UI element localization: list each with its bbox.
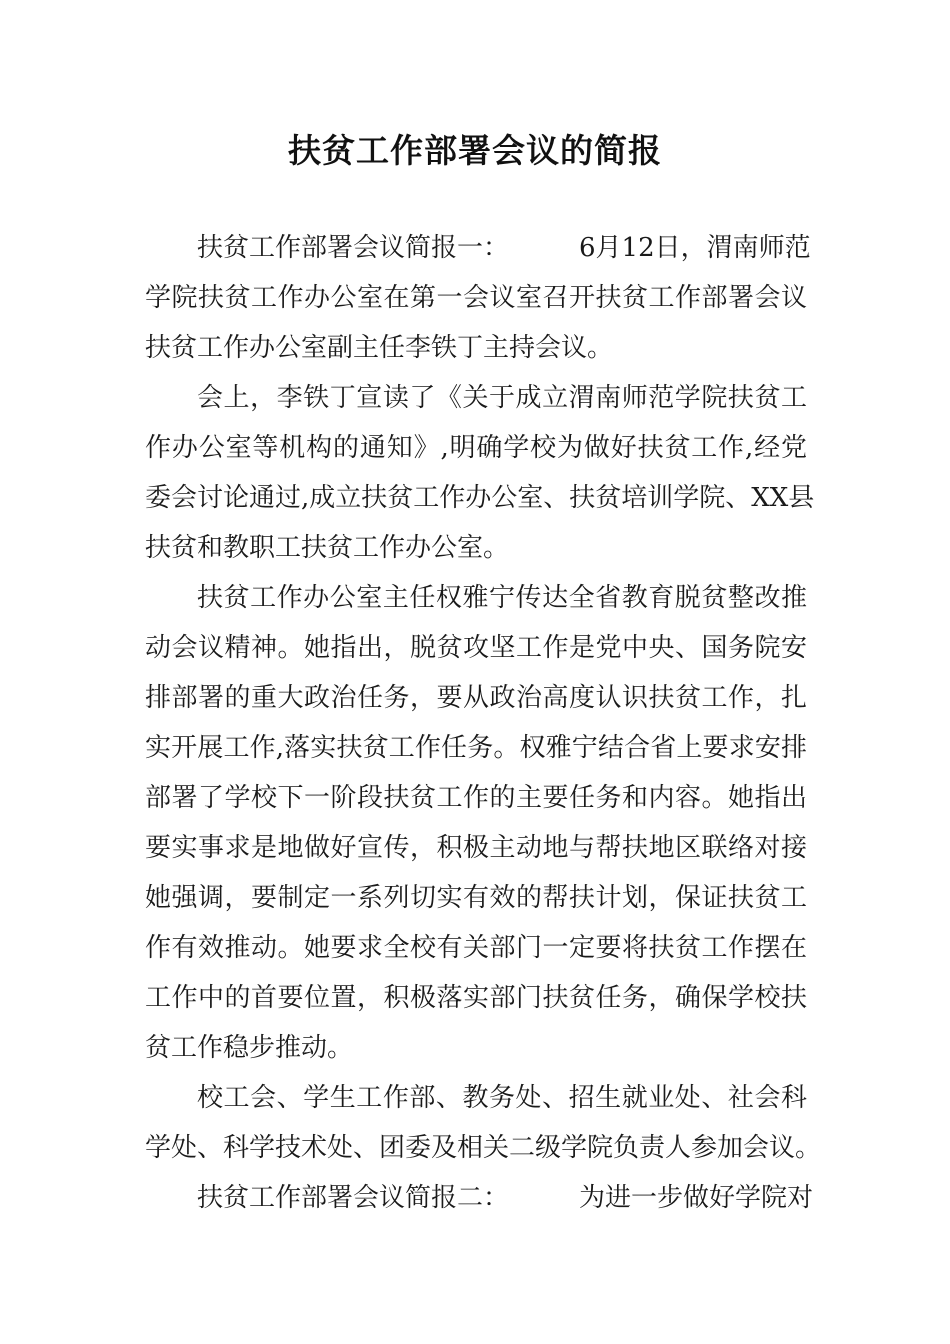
paragraph-4-line-2: 学处、科学技术处、团委及相关二级学院负责人参加会议。 [145,1133,822,1163]
paragraph-2-line-4: 扶贫和教职工扶贫工作办公室。 [145,533,510,563]
paragraph-3-line-7: 她强调，要制定一系列切实有效的帮扶计划，保证扶贫工 [145,883,807,913]
briefing-one-label: 扶贫工作部署会议简报一： [197,233,510,263]
paragraph-3-line-2: 动会议精神。她指出，脱贫攻坚工作是党中央、国务院安 [145,633,807,663]
paragraph-5-line-1 [197,1176,814,1220]
paragraph-1-line-3: 扶贫工作办公室副主任李铁丁主持会议。 [145,333,614,363]
paragraph-1-line-2: 学院扶贫工作办公室在第一会议室召开扶贫工作部署会议 [145,283,807,313]
briefing-one-text: 6月12日，渭南师范 [579,233,811,263]
paragraph-3-line-4: 实开展工作,落实扶贫工作任务。权雅宁结合省上要求安排 [145,733,807,763]
briefing-two-label: 扶贫工作部署会议简报二： [197,1183,510,1213]
paragraph-4-line-1: 校工会、学生工作部、教务处、招生就业处、社会科 [197,1083,807,1113]
paragraph-3-line-5: 部署了学校下一阶段扶贫工作的主要任务和内容。她指出 [145,783,807,813]
paragraph-1-line-1 [197,226,811,270]
paragraph-2-line-2: 作办公室等机构的通知》,明确学校为做好扶贫工作,经党 [145,433,807,463]
paragraph-2-line-1: 会上，李铁丁宣读了《关于成立渭南师范学院扶贫工 [197,383,807,413]
paragraph-2-line-3: 委会讨论通过,成立扶贫工作办公室、扶贫培训学院、XX县 [145,483,815,513]
paragraph-3-line-8: 作有效推动。她要求全校有关部门一定要将扶贫工作摆在 [145,933,807,963]
paragraph-3-line-10: 贫工作稳步推动。 [145,1033,354,1063]
paragraph-3-line-6: 要实事求是地做好宣传，积极主动地与帮扶地区联络对接 [145,833,807,863]
paragraph-3-line-3: 排部署的重大政治任务，要从政治高度认识扶贫工作，扎 [145,683,807,713]
document-title: 扶贫工作部署会议的简报 [288,131,662,170]
paragraph-3-line-1: 扶贫工作办公室主任权雅宁传达全省教育脱贫整改推 [197,583,807,613]
paragraph-3-line-9: 工作中的首要位置，积极落实部门扶贫任务，确保学校扶 [145,983,807,1013]
briefing-two-text: 为进一步做好学院对 [579,1183,814,1213]
